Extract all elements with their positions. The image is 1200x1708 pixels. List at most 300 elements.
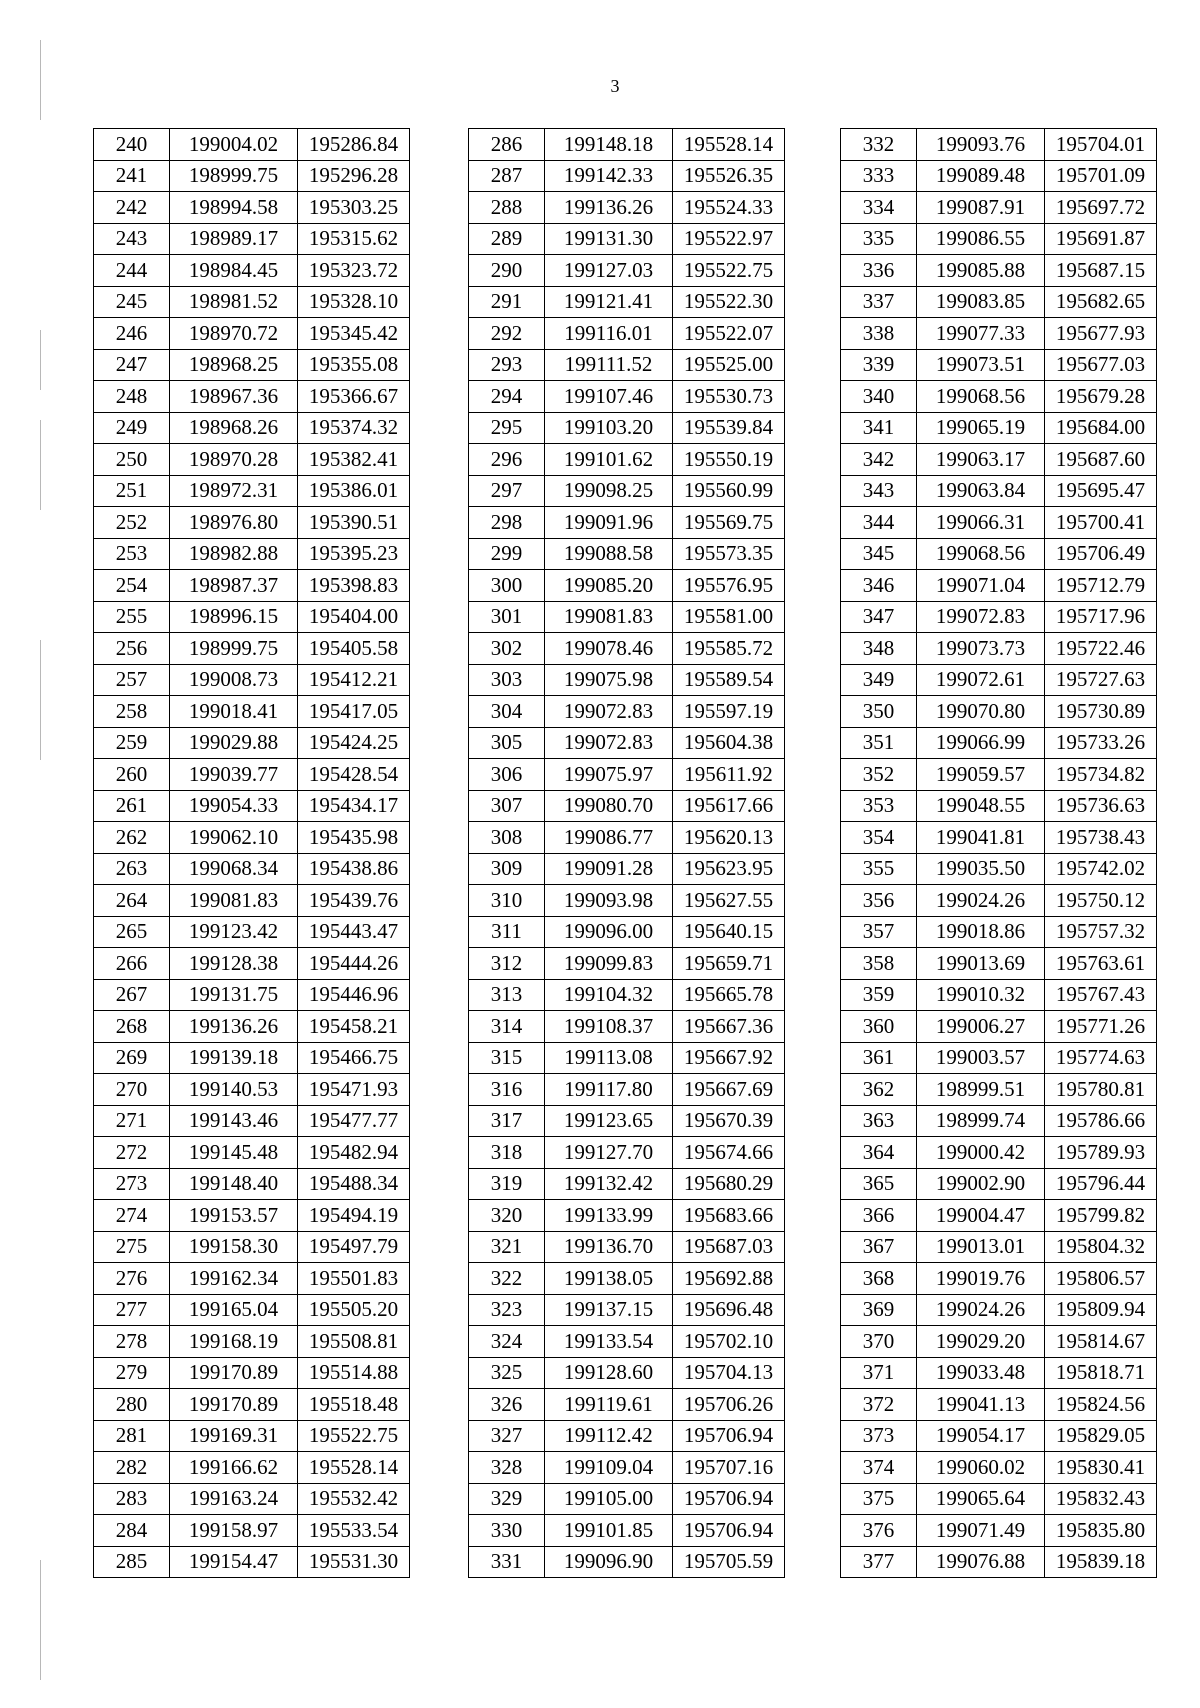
y-coordinate-cell: 195576.95	[673, 570, 785, 602]
y-coordinate-cell: 195667.92	[673, 1042, 785, 1074]
x-coordinate-cell: 199078.46	[545, 633, 673, 665]
table-row	[94, 1105, 410, 1137]
y-coordinate-cell: 195405.58	[298, 633, 410, 665]
x-coordinate-cell: 199054.33	[170, 790, 298, 822]
y-coordinate-cell: 195446.96	[298, 979, 410, 1011]
point-number-cell: 356	[841, 885, 917, 917]
y-coordinate-cell: 195533.54	[298, 1515, 410, 1547]
y-coordinate-cell: 195303.25	[298, 192, 410, 224]
y-coordinate-cell: 195667.69	[673, 1074, 785, 1106]
x-coordinate-cell: 199139.18	[170, 1042, 298, 1074]
point-number-cell: 313	[469, 979, 545, 1011]
point-number-cell: 252	[94, 507, 170, 539]
table-row	[94, 1326, 410, 1358]
y-coordinate-cell: 195482.94	[298, 1137, 410, 1169]
y-coordinate-cell: 195814.67	[1045, 1326, 1157, 1358]
point-number-cell: 335	[841, 223, 917, 255]
y-coordinate-cell: 195701.09	[1045, 160, 1157, 192]
table-row	[469, 1074, 785, 1106]
point-number-cell: 268	[94, 1011, 170, 1043]
x-coordinate-cell: 199158.97	[170, 1515, 298, 1547]
x-coordinate-cell: 198994.58	[170, 192, 298, 224]
point-number-cell: 255	[94, 601, 170, 633]
table-row	[469, 1011, 785, 1043]
y-coordinate-cell: 195345.42	[298, 318, 410, 350]
x-coordinate-cell: 198982.88	[170, 538, 298, 570]
table-row	[841, 822, 1157, 854]
x-coordinate-cell: 199060.02	[917, 1452, 1045, 1484]
table-row	[469, 1483, 785, 1515]
x-coordinate-cell: 199013.69	[917, 948, 1045, 980]
y-coordinate-cell: 195835.80	[1045, 1515, 1157, 1547]
x-coordinate-cell: 198970.28	[170, 444, 298, 476]
table-row	[469, 507, 785, 539]
table-row	[841, 1074, 1157, 1106]
table-row	[94, 1074, 410, 1106]
y-coordinate-cell: 195623.95	[673, 853, 785, 885]
table-row	[841, 727, 1157, 759]
point-number-cell: 266	[94, 948, 170, 980]
point-number-cell: 249	[94, 412, 170, 444]
y-coordinate-cell: 195627.55	[673, 885, 785, 917]
x-coordinate-cell: 199075.98	[545, 664, 673, 696]
point-number-cell: 250	[94, 444, 170, 476]
y-coordinate-cell: 195428.54	[298, 759, 410, 791]
table-row	[469, 759, 785, 791]
y-coordinate-cell: 195809.94	[1045, 1294, 1157, 1326]
table-row	[469, 1357, 785, 1389]
scan-edge-mark	[40, 420, 41, 510]
x-coordinate-cell: 199107.46	[545, 381, 673, 413]
y-coordinate-cell: 195774.63	[1045, 1042, 1157, 1074]
point-number-cell: 361	[841, 1042, 917, 1074]
table-row	[94, 223, 410, 255]
table-row	[841, 1357, 1157, 1389]
y-coordinate-cell: 195712.79	[1045, 570, 1157, 602]
x-coordinate-cell: 199127.03	[545, 255, 673, 287]
point-number-cell: 303	[469, 664, 545, 696]
table-row	[94, 129, 410, 161]
point-number-cell: 354	[841, 822, 917, 854]
y-coordinate-cell: 195374.32	[298, 412, 410, 444]
point-number-cell: 264	[94, 885, 170, 917]
table-row	[94, 381, 410, 413]
x-coordinate-cell: 199108.37	[545, 1011, 673, 1043]
point-number-cell: 367	[841, 1231, 917, 1263]
x-coordinate-cell: 199091.96	[545, 507, 673, 539]
x-coordinate-cell: 199024.26	[917, 1294, 1045, 1326]
y-coordinate-cell: 195687.03	[673, 1231, 785, 1263]
x-coordinate-cell: 199018.86	[917, 916, 1045, 948]
point-number-cell: 277	[94, 1294, 170, 1326]
x-coordinate-cell: 199072.61	[917, 664, 1045, 696]
y-coordinate-cell: 195522.30	[673, 286, 785, 318]
table-row	[841, 885, 1157, 917]
point-number-cell: 343	[841, 475, 917, 507]
point-number-cell: 372	[841, 1389, 917, 1421]
table-row	[469, 192, 785, 224]
point-number-cell: 359	[841, 979, 917, 1011]
table-row	[469, 1389, 785, 1421]
table-row	[94, 664, 410, 696]
point-number-cell: 297	[469, 475, 545, 507]
x-coordinate-cell: 199010.32	[917, 979, 1045, 1011]
table-row	[841, 381, 1157, 413]
x-coordinate-cell: 199101.62	[545, 444, 673, 476]
table-row	[841, 1326, 1157, 1358]
table-row	[469, 412, 785, 444]
x-coordinate-cell: 199063.84	[917, 475, 1045, 507]
point-number-cell: 316	[469, 1074, 545, 1106]
x-coordinate-cell: 198996.15	[170, 601, 298, 633]
y-coordinate-cell: 195390.51	[298, 507, 410, 539]
x-coordinate-cell: 199103.20	[545, 412, 673, 444]
point-number-cell: 295	[469, 412, 545, 444]
table-row	[469, 601, 785, 633]
point-number-cell: 296	[469, 444, 545, 476]
y-coordinate-cell: 195717.96	[1045, 601, 1157, 633]
point-number-cell: 346	[841, 570, 917, 602]
x-coordinate-cell: 198987.37	[170, 570, 298, 602]
y-coordinate-cell: 195733.26	[1045, 727, 1157, 759]
point-number-cell: 366	[841, 1200, 917, 1232]
point-number-cell: 261	[94, 790, 170, 822]
y-coordinate-cell: 195830.41	[1045, 1452, 1157, 1484]
y-coordinate-cell: 195522.97	[673, 223, 785, 255]
table-row	[94, 1389, 410, 1421]
table-row	[841, 475, 1157, 507]
y-coordinate-cell: 195757.32	[1045, 916, 1157, 948]
table-row	[94, 1452, 410, 1484]
y-coordinate-cell: 195404.00	[298, 601, 410, 633]
y-coordinate-cell: 195738.43	[1045, 822, 1157, 854]
x-coordinate-cell: 199029.20	[917, 1326, 1045, 1358]
x-coordinate-cell: 199065.19	[917, 412, 1045, 444]
table-row	[841, 1105, 1157, 1137]
coordinate-table-body	[94, 129, 410, 1578]
table-row	[469, 1294, 785, 1326]
x-coordinate-cell: 199071.49	[917, 1515, 1045, 1547]
point-number-cell: 328	[469, 1452, 545, 1484]
x-coordinate-cell: 199105.00	[545, 1483, 673, 1515]
x-coordinate-cell: 199086.55	[917, 223, 1045, 255]
point-number-cell: 273	[94, 1168, 170, 1200]
x-coordinate-cell: 199086.77	[545, 822, 673, 854]
y-coordinate-cell: 195674.66	[673, 1137, 785, 1169]
point-number-cell: 246	[94, 318, 170, 350]
table-row	[841, 633, 1157, 665]
table-row	[469, 1452, 785, 1484]
point-number-cell: 340	[841, 381, 917, 413]
y-coordinate-cell: 195581.00	[673, 601, 785, 633]
x-coordinate-cell: 199112.42	[545, 1420, 673, 1452]
point-number-cell: 322	[469, 1263, 545, 1295]
y-coordinate-cell: 195434.17	[298, 790, 410, 822]
point-number-cell: 326	[469, 1389, 545, 1421]
x-coordinate-cell: 199128.60	[545, 1357, 673, 1389]
table-row	[841, 1263, 1157, 1295]
x-coordinate-cell: 199004.47	[917, 1200, 1045, 1232]
x-coordinate-cell: 199072.83	[545, 696, 673, 728]
y-coordinate-cell: 195522.75	[673, 255, 785, 287]
point-number-cell: 257	[94, 664, 170, 696]
table-row	[94, 475, 410, 507]
point-number-cell: 260	[94, 759, 170, 791]
x-coordinate-cell: 199070.80	[917, 696, 1045, 728]
y-coordinate-cell: 195508.81	[298, 1326, 410, 1358]
x-coordinate-cell: 198981.52	[170, 286, 298, 318]
y-coordinate-cell: 195727.63	[1045, 664, 1157, 696]
y-coordinate-cell: 195707.16	[673, 1452, 785, 1484]
x-coordinate-cell: 199168.19	[170, 1326, 298, 1358]
y-coordinate-cell: 195829.05	[1045, 1420, 1157, 1452]
x-coordinate-cell: 199143.46	[170, 1105, 298, 1137]
table-row	[841, 160, 1157, 192]
table-row	[94, 853, 410, 885]
x-coordinate-cell: 199096.00	[545, 916, 673, 948]
table-row	[841, 790, 1157, 822]
point-number-cell: 308	[469, 822, 545, 854]
table-row	[841, 1231, 1157, 1263]
point-number-cell: 243	[94, 223, 170, 255]
x-coordinate-cell: 199132.42	[545, 1168, 673, 1200]
table-row	[469, 727, 785, 759]
point-number-cell: 294	[469, 381, 545, 413]
point-number-cell: 336	[841, 255, 917, 287]
table-row	[469, 255, 785, 287]
y-coordinate-cell: 195528.14	[673, 129, 785, 161]
y-coordinate-cell: 195417.05	[298, 696, 410, 728]
table-row	[469, 129, 785, 161]
x-coordinate-cell: 199076.88	[917, 1546, 1045, 1578]
y-coordinate-cell: 195750.12	[1045, 885, 1157, 917]
point-number-cell: 279	[94, 1357, 170, 1389]
x-coordinate-cell: 199136.26	[545, 192, 673, 224]
y-coordinate-cell: 195832.43	[1045, 1483, 1157, 1515]
point-number-cell: 363	[841, 1105, 917, 1137]
table-row	[841, 601, 1157, 633]
point-number-cell: 344	[841, 507, 917, 539]
y-coordinate-cell: 195789.93	[1045, 1137, 1157, 1169]
y-coordinate-cell: 195522.07	[673, 318, 785, 350]
y-coordinate-cell: 195702.10	[673, 1326, 785, 1358]
y-coordinate-cell: 195526.35	[673, 160, 785, 192]
y-coordinate-cell: 195569.75	[673, 507, 785, 539]
x-coordinate-cell: 199068.56	[917, 538, 1045, 570]
coordinate-table-2	[468, 128, 785, 1578]
x-coordinate-cell: 199117.80	[545, 1074, 673, 1106]
table-row	[94, 1515, 410, 1547]
table-row	[841, 538, 1157, 570]
point-number-cell: 370	[841, 1326, 917, 1358]
y-coordinate-cell: 195705.59	[673, 1546, 785, 1578]
point-number-cell: 289	[469, 223, 545, 255]
table-row	[94, 349, 410, 381]
y-coordinate-cell: 195466.75	[298, 1042, 410, 1074]
x-coordinate-cell: 199019.76	[917, 1263, 1045, 1295]
table-row	[841, 192, 1157, 224]
x-coordinate-cell: 199033.48	[917, 1357, 1045, 1389]
y-coordinate-cell: 195722.46	[1045, 633, 1157, 665]
x-coordinate-cell: 199066.31	[917, 507, 1045, 539]
table-row	[469, 885, 785, 917]
y-coordinate-cell: 195355.08	[298, 349, 410, 381]
table-row	[469, 979, 785, 1011]
point-number-cell: 283	[94, 1483, 170, 1515]
table-row	[94, 916, 410, 948]
point-number-cell: 245	[94, 286, 170, 318]
y-coordinate-cell: 195617.66	[673, 790, 785, 822]
point-number-cell: 338	[841, 318, 917, 350]
point-number-cell: 286	[469, 129, 545, 161]
y-coordinate-cell: 195398.83	[298, 570, 410, 602]
table-row	[94, 1200, 410, 1232]
x-coordinate-cell: 199068.56	[917, 381, 1045, 413]
point-number-cell: 274	[94, 1200, 170, 1232]
point-number-cell: 373	[841, 1420, 917, 1452]
table-row	[94, 696, 410, 728]
y-coordinate-cell: 195424.25	[298, 727, 410, 759]
y-coordinate-cell: 195692.88	[673, 1263, 785, 1295]
point-number-cell: 242	[94, 192, 170, 224]
point-number-cell: 329	[469, 1483, 545, 1515]
y-coordinate-cell: 195477.77	[298, 1105, 410, 1137]
table-row	[469, 1105, 785, 1137]
x-coordinate-cell: 198999.75	[170, 633, 298, 665]
table-row	[94, 1483, 410, 1515]
y-coordinate-cell: 195682.65	[1045, 286, 1157, 318]
scan-edge-mark	[40, 40, 41, 120]
table-row	[94, 412, 410, 444]
point-number-cell: 304	[469, 696, 545, 728]
y-coordinate-cell: 195697.72	[1045, 192, 1157, 224]
x-coordinate-cell: 199048.55	[917, 790, 1045, 822]
x-coordinate-cell: 199170.89	[170, 1357, 298, 1389]
table-row	[841, 570, 1157, 602]
x-coordinate-cell: 199083.85	[917, 286, 1045, 318]
coordinate-table-3	[840, 128, 1157, 1578]
table-row	[469, 696, 785, 728]
y-coordinate-cell: 195696.48	[673, 1294, 785, 1326]
x-coordinate-cell: 199163.24	[170, 1483, 298, 1515]
table-row	[841, 664, 1157, 696]
y-coordinate-cell: 195670.39	[673, 1105, 785, 1137]
point-number-cell: 317	[469, 1105, 545, 1137]
table-row	[841, 507, 1157, 539]
point-number-cell: 262	[94, 822, 170, 854]
point-number-cell: 375	[841, 1483, 917, 1515]
x-coordinate-cell: 198999.74	[917, 1105, 1045, 1137]
y-coordinate-cell: 195550.19	[673, 444, 785, 476]
x-coordinate-cell: 199099.83	[545, 948, 673, 980]
point-number-cell: 349	[841, 664, 917, 696]
table-row	[469, 223, 785, 255]
point-number-cell: 240	[94, 129, 170, 161]
point-number-cell: 247	[94, 349, 170, 381]
x-coordinate-cell: 199068.34	[170, 853, 298, 885]
x-coordinate-cell: 199142.33	[545, 160, 673, 192]
table-row	[841, 853, 1157, 885]
table-row	[469, 948, 785, 980]
point-number-cell: 360	[841, 1011, 917, 1043]
x-coordinate-cell: 199039.77	[170, 759, 298, 791]
x-coordinate-cell: 199093.76	[917, 129, 1045, 161]
table-row	[469, 538, 785, 570]
table-row	[469, 381, 785, 413]
point-number-cell: 291	[469, 286, 545, 318]
table-row	[469, 1168, 785, 1200]
point-number-cell: 302	[469, 633, 545, 665]
x-coordinate-cell: 199148.18	[545, 129, 673, 161]
x-coordinate-cell: 199072.83	[545, 727, 673, 759]
y-coordinate-cell: 195573.35	[673, 538, 785, 570]
point-number-cell: 284	[94, 1515, 170, 1547]
x-coordinate-cell: 199008.73	[170, 664, 298, 696]
y-coordinate-cell: 195458.21	[298, 1011, 410, 1043]
table-row	[469, 1515, 785, 1547]
point-number-cell: 355	[841, 853, 917, 885]
point-number-cell: 334	[841, 192, 917, 224]
table-row	[94, 727, 410, 759]
table-row	[469, 664, 785, 696]
point-number-cell: 347	[841, 601, 917, 633]
table-row	[841, 286, 1157, 318]
x-coordinate-cell: 199088.58	[545, 538, 673, 570]
point-number-cell: 269	[94, 1042, 170, 1074]
y-coordinate-cell: 195804.32	[1045, 1231, 1157, 1263]
y-coordinate-cell: 195665.78	[673, 979, 785, 1011]
y-coordinate-cell: 195444.26	[298, 948, 410, 980]
point-number-cell: 292	[469, 318, 545, 350]
x-coordinate-cell: 199136.26	[170, 1011, 298, 1043]
y-coordinate-cell: 195589.54	[673, 664, 785, 696]
point-number-cell: 362	[841, 1074, 917, 1106]
page-number: 3	[610, 76, 620, 96]
y-coordinate-cell: 195585.72	[673, 633, 785, 665]
y-coordinate-cell: 195706.94	[673, 1420, 785, 1452]
point-number-cell: 369	[841, 1294, 917, 1326]
x-coordinate-cell: 199029.88	[170, 727, 298, 759]
x-coordinate-cell: 199148.40	[170, 1168, 298, 1200]
point-number-cell: 376	[841, 1515, 917, 1547]
y-coordinate-cell: 195706.26	[673, 1389, 785, 1421]
table-row	[841, 1294, 1157, 1326]
table-row	[94, 822, 410, 854]
x-coordinate-cell: 198989.17	[170, 223, 298, 255]
x-coordinate-cell: 199085.20	[545, 570, 673, 602]
point-number-cell: 337	[841, 286, 917, 318]
x-coordinate-cell: 199073.51	[917, 349, 1045, 381]
table-row	[94, 255, 410, 287]
x-coordinate-cell: 199063.17	[917, 444, 1045, 476]
x-coordinate-cell: 199169.31	[170, 1420, 298, 1452]
table-row	[469, 475, 785, 507]
y-coordinate-cell: 195667.36	[673, 1011, 785, 1043]
point-number-cell: 342	[841, 444, 917, 476]
x-coordinate-cell: 198984.45	[170, 255, 298, 287]
x-coordinate-cell: 199035.50	[917, 853, 1045, 885]
x-coordinate-cell: 199140.53	[170, 1074, 298, 1106]
y-coordinate-cell: 195742.02	[1045, 853, 1157, 885]
y-coordinate-cell: 195687.60	[1045, 444, 1157, 476]
y-coordinate-cell: 195386.01	[298, 475, 410, 507]
y-coordinate-cell: 195818.71	[1045, 1357, 1157, 1389]
y-coordinate-cell: 195799.82	[1045, 1200, 1157, 1232]
y-coordinate-cell: 195706.49	[1045, 538, 1157, 570]
y-coordinate-cell: 195736.63	[1045, 790, 1157, 822]
x-coordinate-cell: 199133.54	[545, 1326, 673, 1358]
point-number-cell: 254	[94, 570, 170, 602]
